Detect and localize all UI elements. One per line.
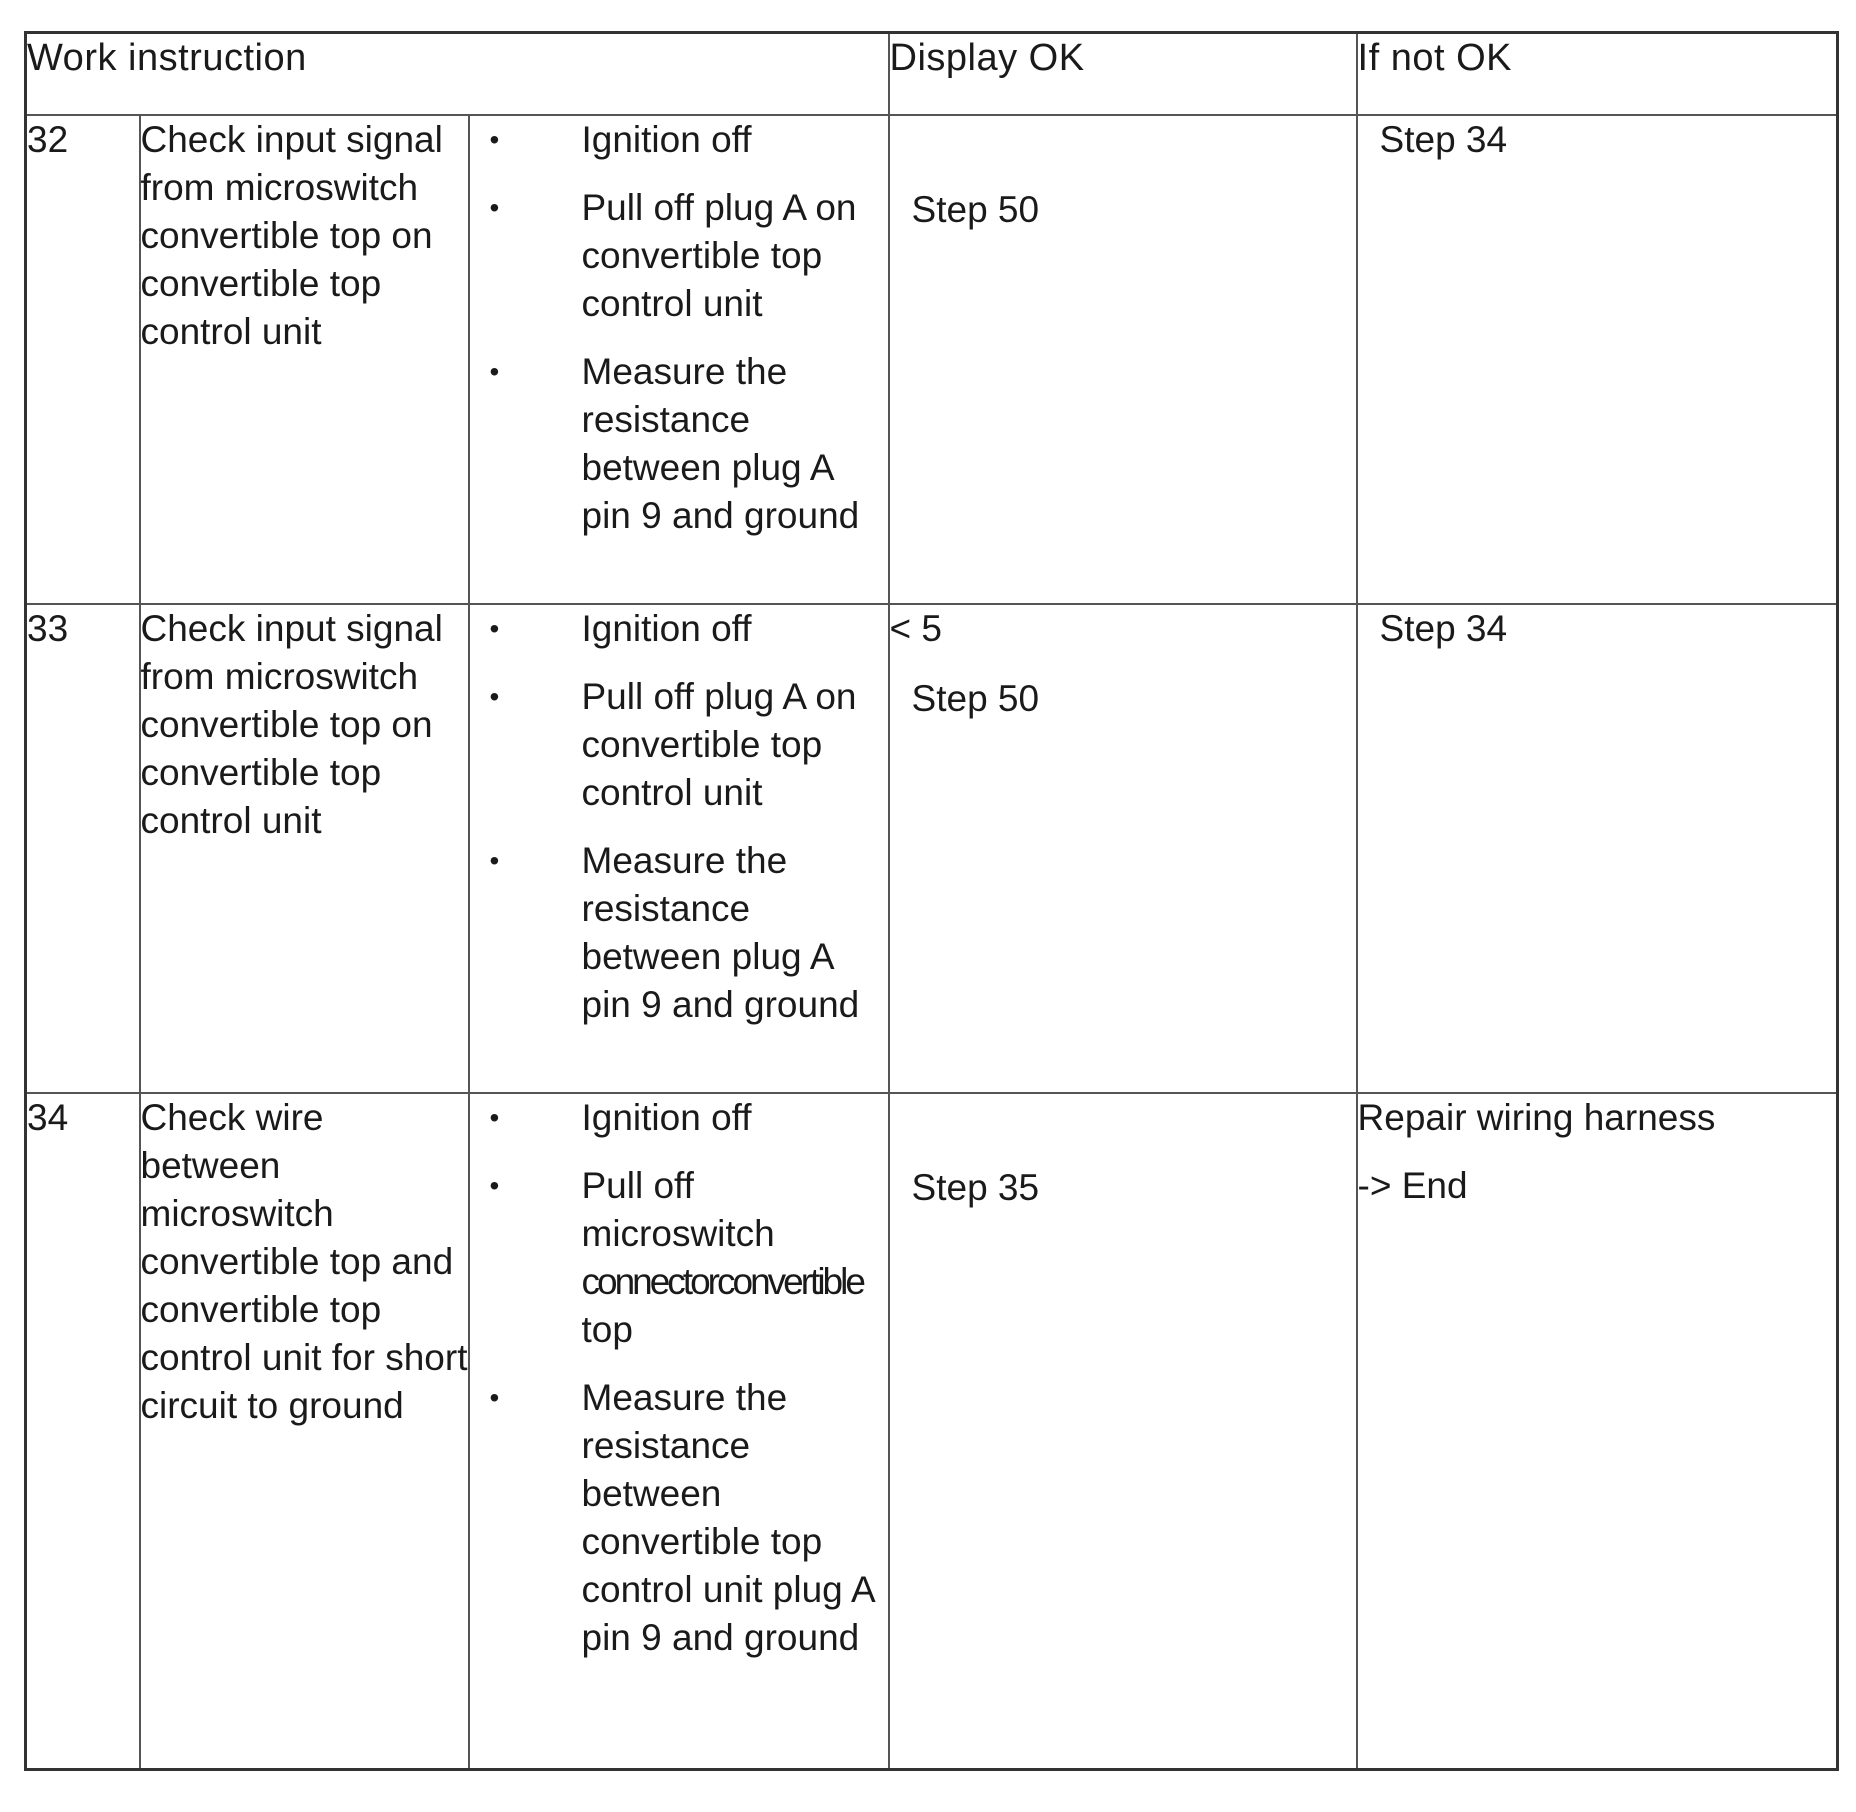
list-item	[470, 1162, 888, 1354]
step-number: 32	[26, 115, 140, 604]
display-ok-step: Step 35	[911, 1167, 1040, 1208]
list-item	[470, 837, 888, 1029]
bullet-icon: •	[489, 1102, 500, 1133]
list-item	[470, 184, 888, 328]
instruction-text: Ignition off	[581, 1097, 752, 1138]
instruction-text: Pull off plug A on convertible top control unit	[581, 676, 857, 813]
display-ok-cell	[889, 604, 1357, 1093]
step-number: 34	[26, 1093, 140, 1770]
list-item	[470, 605, 888, 653]
display-ok-step: Step 50	[911, 189, 1040, 230]
display-ok-step: Step 50	[911, 678, 1040, 719]
display-ok-cell	[889, 1093, 1357, 1770]
step-title: Check input signal from microswitch convertible top on convertible top control unit	[140, 115, 469, 604]
instruction-text: top	[581, 1309, 633, 1350]
step-instructions	[469, 604, 889, 1093]
work-instruction-table	[24, 31, 1839, 1771]
instruction-text: Measure the resistance between plug A pin 9 and ground	[581, 840, 860, 1025]
instruction-text: Measure the resistance between convertible top control unit plug A pin 9 and ground	[581, 1377, 874, 1658]
table-row	[26, 1093, 1838, 1770]
step-instructions	[469, 115, 889, 604]
bullet-icon: •	[489, 681, 500, 712]
if-not-ok-cell	[1357, 1093, 1838, 1770]
header-display-ok: Display OK	[889, 33, 1357, 116]
step-number: 33	[26, 604, 140, 1093]
bullet-icon: •	[489, 124, 500, 155]
if-not-ok-text: Step 34	[1379, 608, 1508, 649]
display-ok-cell	[889, 115, 1357, 604]
instruction-text: Pull off plug A on convertible top control unit	[581, 187, 857, 324]
display-ok-value: < 5	[889, 608, 942, 649]
step-instructions	[469, 1093, 889, 1770]
if-not-ok-text: Step 34	[1379, 119, 1508, 160]
header-if-not-ok: If not OK	[1357, 33, 1838, 116]
step-title: Check input signal from microswitch convertible top on convertible top control unit	[140, 604, 469, 1093]
bullet-icon: •	[489, 356, 500, 387]
bullet-icon: •	[489, 613, 500, 644]
header-work-instruction: Work instruction	[26, 33, 889, 116]
if-not-ok-cell	[1357, 115, 1838, 604]
instruction-text: Pull off microswitch	[581, 1165, 775, 1254]
display-ok-value	[890, 116, 1356, 164]
list-item	[470, 116, 888, 164]
step-title: Check wire between microswitch convertible top and convertible top control unit for short circuit to ground	[140, 1093, 469, 1770]
instruction-text: connectorconvertible	[581, 1261, 863, 1302]
bullet-icon: •	[489, 1170, 500, 1201]
bullet-icon: •	[489, 192, 500, 223]
list-item	[470, 1374, 888, 1662]
if-not-ok-subtext: -> End	[1357, 1165, 1468, 1206]
display-ok-value	[890, 1094, 1356, 1142]
if-not-ok-cell	[1357, 604, 1838, 1093]
list-item	[470, 1094, 888, 1142]
instruction-text: Ignition off	[581, 608, 752, 649]
instruction-text: Ignition off	[581, 119, 752, 160]
table-row	[26, 115, 1838, 604]
bullet-icon: •	[489, 1382, 500, 1413]
table-row	[26, 604, 1838, 1093]
bullet-icon: •	[489, 845, 500, 876]
list-item	[470, 348, 888, 540]
list-item	[470, 673, 888, 817]
if-not-ok-text: Repair wiring harness	[1357, 1097, 1716, 1138]
header-row	[26, 33, 1838, 116]
instruction-text: Measure the resistance between plug A pin 9 and ground	[581, 351, 860, 536]
